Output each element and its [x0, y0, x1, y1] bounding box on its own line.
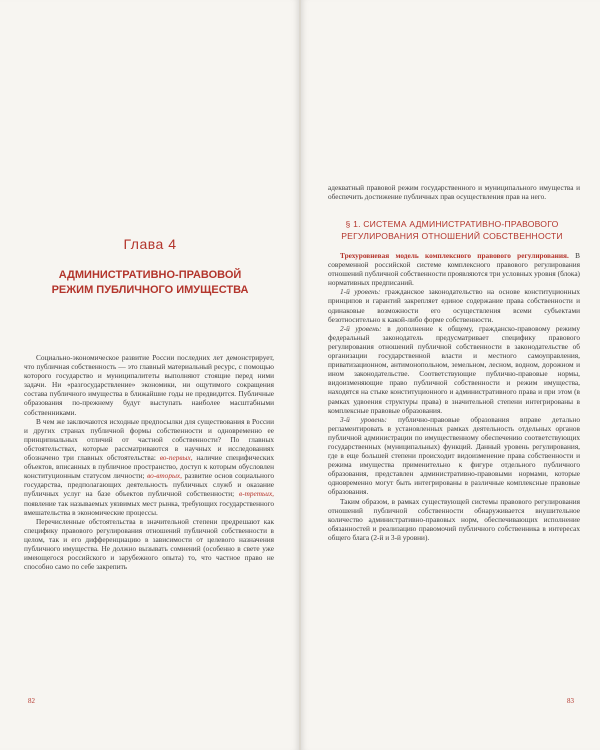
paragraph-text: публично-правовые образования вправе детально регламентировать в установленных рамках деятельность отдельных органов публичной администрации по имущественному обеспечению соответствующих государственных (муниципальных) функций. Данный уровень регулирования, где в еще большей степени происходит видоизменение права собственности и режима имущества применительно к фигуре отдельного публичного образования, представлен административно-правовыми нормами, которые одновременно могут быть интегрированы в различные комплексные правовые образования. [328, 414, 580, 497]
emphasis: в-третьих, [239, 489, 275, 499]
paragraph: Социально-экономическое развитие России последних лет демонстрирует, что публичная собственность — это главный материальный ресурс, с помощью которого государство и муниципалитеты выполняют стоящие перед ними задачи. Ни «разгосударствление» экономики, ни ощутимого сокращения состава публичного имущества в ближайшие годы не предвидится. Публичные образования по-прежнему будут выступать наиболее масштабными собственниками. [24, 353, 274, 417]
page-number: 82 [28, 697, 35, 705]
paragraph [328, 251, 580, 287]
paragraph: адекватный правовой режим государственного и муниципального имущества и обеспечить достижение публичных прав осуществления прав на него. [328, 183, 580, 202]
paragraph [328, 287, 580, 323]
paragraph [328, 415, 580, 497]
paragraph-text: В чем же заключаются исходные предпосылки для существования в России и других странах публичной формы собственности и одновременно ее принципиальных отличий от частной собственности? По главных обстоятельствах, которые рассматриваются в научных и исследованиях обозначено три главных обстоятельства: [24, 416, 274, 463]
paragraph-text: развитие основ социального государства, предполагающих деятельность публичных служб и оказание публичных услуг на базе объектов публичной собственности; [24, 471, 275, 499]
emphasis: 3-й уровень: [340, 414, 387, 424]
paragraph-text: появление так называемых уязвимых мест рынка, требующих государственного вмешательства в экономические процессы. [24, 498, 274, 517]
emphasis: во-вторых, [147, 471, 182, 481]
emphasis: во-первых, [159, 453, 193, 463]
page-number: 83 [567, 697, 574, 705]
paragraph [328, 324, 580, 415]
left-page [0, 0, 299, 750]
section-heading: § 1. СИСТЕМА АДМИНИСТРАТИВНО-ПРАВОВОГО РЕГУЛИРОВАНИЯ ОТНОШЕНИЙ СОБСТВЕННОСТИ [341, 219, 563, 241]
paragraph-text: гражданское законодательство на основе конституционных принципов и гарантий закрепляет единое содержание права собственности и одинаковые возможности его осуществления всеми субъектами безотносительно к какой-либо форме собственности. [328, 287, 580, 324]
chapter-title: АДМИНИСТРАТИВНО-ПРАВОВОЙ РЕЖИМ ПУБЛИЧНОГО ИМУЩЕСТВА [51, 269, 249, 296]
paragraph: Таким образом, в рамках существующей системы правового регулирования отношений публичной собственности обнаруживается внушительное количество административно-правовых норм, обеспечивающих исполнение обязанностей и реализацию правомочий публичного собственника в интересах общего блага (2-й и 3-й уровни). [328, 496, 580, 542]
chapter-label: Глава 4 [123, 236, 177, 252]
right-body-text [328, 251, 580, 542]
emphasis: 2-й уровень: [340, 323, 382, 333]
left-body-text [24, 353, 274, 571]
paragraph-text: в дополнение к общему, гражданско-правовому режиму федеральный законодатель предусматривает специфику правового регулирования отношений публичной собственности в законодательстве об организации государственной власти и местного самоуправления, приватизационном, антимонопольном, земельном, лесном, водном, дорожном и ином законодательстве. Соответствующие публично-правовые нормы, видоизменяющие право публичной собственности и режим имущества, находятся на стыке конституционного и административного права и при этом (в рамках удвоения структуры права) в значительной степени интегрированы в комплексные правовые образования. [328, 323, 580, 415]
paragraph [24, 417, 274, 517]
paragraph: Перечисленные обстоятельства в значительной степени предрешают как специфику правового регулирования отношений публичной собственности в целом, так и его дифференциацию в зависимости от целевого назначения публичного имущества. Не должно вызывать сомнений (особенно в свете уже имеющегося российского и зарубежного опыта) то, что частное право не способно само по себе закрепить [24, 516, 274, 572]
lead-in: Трехуровневая модель комплексного правового регулирования. [340, 251, 569, 260]
paragraph-text: В современной российской системе комплексного правового регулирования отношений публичной собственности проявляются три условных уровня (блока) нормативных предписаний. [328, 251, 580, 288]
paragraph-text: наличие специфических объектов, вписанных в публичное пространство, доступ к которым обусловлен конституционным статусом личности; [24, 453, 274, 481]
right-top-text [328, 183, 580, 201]
emphasis: 1-й уровень: [340, 287, 381, 297]
